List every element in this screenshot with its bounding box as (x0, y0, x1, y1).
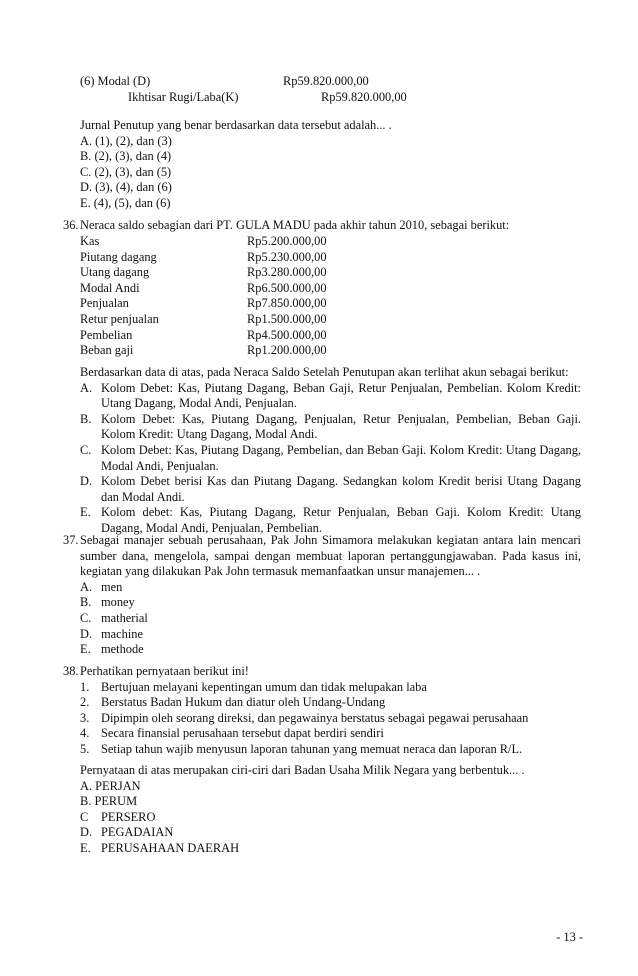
q36-account-table (80, 234, 380, 359)
account-name: Kas (80, 234, 100, 248)
option-letter: D. (80, 474, 93, 489)
journal-line-modal-label: (6) Modal (D) (80, 74, 151, 88)
account-name: Retur penjualan (80, 311, 159, 326)
account-row (80, 312, 380, 328)
q38-option-d (80, 825, 581, 841)
option-text: PERSERO (101, 809, 156, 824)
q38-option-e (80, 841, 581, 857)
q38-intro: Perhatikan pernyataan berikut ini! (80, 664, 249, 678)
q37-option-c (80, 611, 581, 627)
q38-option-a: A. PERJAN (80, 778, 141, 793)
q38-number: 38. (63, 664, 79, 678)
option-letter: D. (80, 626, 93, 641)
account-amount: Rp4.500.000,00 (247, 327, 327, 342)
option-letter: A. (80, 579, 93, 594)
statement-number: 2. (80, 695, 90, 710)
q38-question-block (80, 763, 581, 857)
q36-option-a (80, 381, 581, 412)
account-amount: Rp3.280.000,00 (247, 265, 327, 280)
option-text: Kolom Debet: Kas, Piutang Dagang, Beban Gaji, Retur Penjualan, Pembelian. Kolom Kredit: Utang Dagang, Modal Andi, Penjualan. (101, 380, 581, 411)
q37-option-b (80, 595, 581, 611)
option-letter: A. (80, 380, 93, 395)
option-text: Kolom debet: Kas, Piutang Dagang, Retur Penjualan, Beban Gaji. Kolom Kredit: Utang Dagang, Modal Andi, Penjualan, Pembelian. (101, 505, 581, 535)
q38-option-c (80, 810, 581, 826)
q36-question: Berdasarkan data di atas, pada Neraca Saldo Setelah Penutupan akan terlihat akun sebagai berikut: (80, 365, 569, 379)
account-row (80, 250, 380, 266)
q38-statement-3 (80, 711, 581, 727)
statement-number: 3. (80, 710, 90, 725)
statement-number: 4. (80, 726, 90, 741)
option-text: methode (101, 642, 144, 657)
q38-statement-5 (80, 742, 581, 758)
account-amount: Rp6.500.000,00 (247, 280, 327, 295)
option-text: men (101, 579, 123, 594)
q38-block (80, 664, 581, 758)
account-row (80, 328, 380, 344)
journal-line-ikhtisar-amount: Rp59.820.000,00 (321, 90, 407, 104)
account-name: Piutang dagang (80, 249, 157, 264)
statement-text: Secara finansial perusahaan tersebut dapat berdiri sendiri (101, 726, 384, 741)
account-name: Pembelian (80, 327, 133, 342)
option-text: Kolom Debet: Kas, Piutang Dagang, Pembelian, dan Beban Gaji. Kolom Kredit: Utang Dagang, Modal Andi, Penjualan. (101, 442, 581, 473)
q36-option-c (80, 443, 581, 474)
q37-number: 37. (63, 533, 79, 547)
option-text: machine (101, 626, 143, 641)
statement-text: Bertujuan melayani kepentingan umum dan tidak melupakan laba (101, 679, 427, 694)
journal-question: Jurnal Penutup yang benar berdasarkan data tersebut adalah... . (80, 118, 392, 132)
journal-line-modal-amount: Rp59.820.000,00 (283, 74, 369, 88)
account-amount: Rp7.850.000,00 (247, 296, 327, 311)
option-text: Kolom Debet: Kas, Piutang Dagang, Penjualan, Retur Penjualan, Pembelian, Beban Gaji. Kolom Kredit: Utang Dagang, Modal Andi. (101, 411, 581, 442)
journal-option-c: C. (2), (3), dan (5) (80, 164, 172, 179)
journal-line-ikhtisar-label: Ikhtisar Rugi/Laba(K) (128, 90, 239, 104)
option-text: matherial (101, 610, 148, 625)
account-row (80, 265, 380, 281)
q36-option-e (80, 505, 581, 536)
option-letter: D. (80, 825, 93, 840)
q38-statement-1 (80, 680, 581, 696)
statement-text: Setiap tahun wajib menyusun laporan tahunan yang memuat neraca dan laporan R/L. (101, 741, 523, 756)
q38-option-b: B. PERUM (80, 794, 138, 809)
option-letter: C. (80, 610, 92, 625)
statement-text: Berstatus Badan Hukum dan diatur oleh Undang-Undang (101, 695, 386, 710)
journal-option-e: E. (4), (5), dan (6) (80, 195, 171, 210)
account-amount: Rp1.500.000,00 (247, 311, 327, 326)
statement-text: Dipimpin oleh seorang direksi, dan pegawainya berstatus sebagai pegawai perusahaan (101, 710, 529, 725)
account-name: Modal Andi (80, 280, 140, 295)
account-name: Beban gaji (80, 343, 134, 358)
q36-option-b (80, 412, 581, 443)
account-row (80, 343, 380, 359)
account-name: Utang dagang (80, 265, 150, 280)
option-letter: C (80, 809, 89, 824)
q36-option-d (80, 474, 581, 505)
option-text: money (101, 595, 135, 610)
option-letter: B. (80, 595, 92, 610)
page-number: - 13 - (556, 930, 583, 944)
option-text: PERUSAHAAN DAERAH (101, 840, 240, 855)
statement-number: 5. (80, 741, 90, 756)
q38-statement-4 (80, 726, 581, 742)
account-row (80, 234, 380, 250)
account-row (80, 296, 380, 312)
option-text: Kolom Debet berisi Kas dan Piutang Dagang. Sedangkan kolom Kredit berisi Utang Dagang dan Modal Andi. (101, 474, 581, 504)
option-letter: C. (80, 442, 92, 457)
account-amount: Rp1.200.000,00 (247, 343, 327, 358)
q36-number: 36. (63, 218, 79, 232)
q37-option-e (80, 642, 581, 658)
q38-statement-2 (80, 695, 581, 711)
journal-option-a: A. (1), (2), dan (3) (80, 133, 172, 148)
option-letter: E. (80, 840, 91, 855)
account-amount: Rp5.200.000,00 (247, 234, 327, 248)
q37-block (80, 533, 581, 658)
q37-option-a (80, 580, 581, 596)
option-letter: E. (80, 642, 91, 657)
q36-question-block (80, 365, 581, 537)
option-letter: B. (80, 411, 92, 426)
journal-option-d: D. (3), (4), dan (6) (80, 180, 172, 195)
journal-question-block (80, 118, 580, 212)
option-text: PEGADAIAN (101, 825, 174, 840)
journal-option-b: B. (2), (3), dan (4) (80, 149, 172, 164)
account-amount: Rp5.230.000,00 (247, 249, 327, 264)
q38-question: Pernyataan di atas merupakan ciri-ciri dari Badan Usaha Milik Negara yang berbentuk... . (80, 763, 525, 777)
statement-number: 1. (80, 679, 90, 694)
account-row (80, 281, 380, 297)
q37-option-d (80, 627, 581, 643)
q37-question: Sebagai manajer sebuah perusahaan, Pak John Simamora melakukan kegiatan antara lain mencari sumber dana, mengelola, sampai dengan membuat laporan pertanggungjawaban. Pada kasus ini, kegiatan yang dilakukan Pak John termasuk memanfaatkan unsur manajemen... . (80, 533, 581, 579)
account-name: Penjualan (80, 296, 129, 311)
option-letter: E. (80, 505, 91, 520)
q36-intro: Neraca saldo sebagian dari PT. GULA MADU pada akhir tahun 2010, sebagai berikut: (80, 218, 510, 232)
